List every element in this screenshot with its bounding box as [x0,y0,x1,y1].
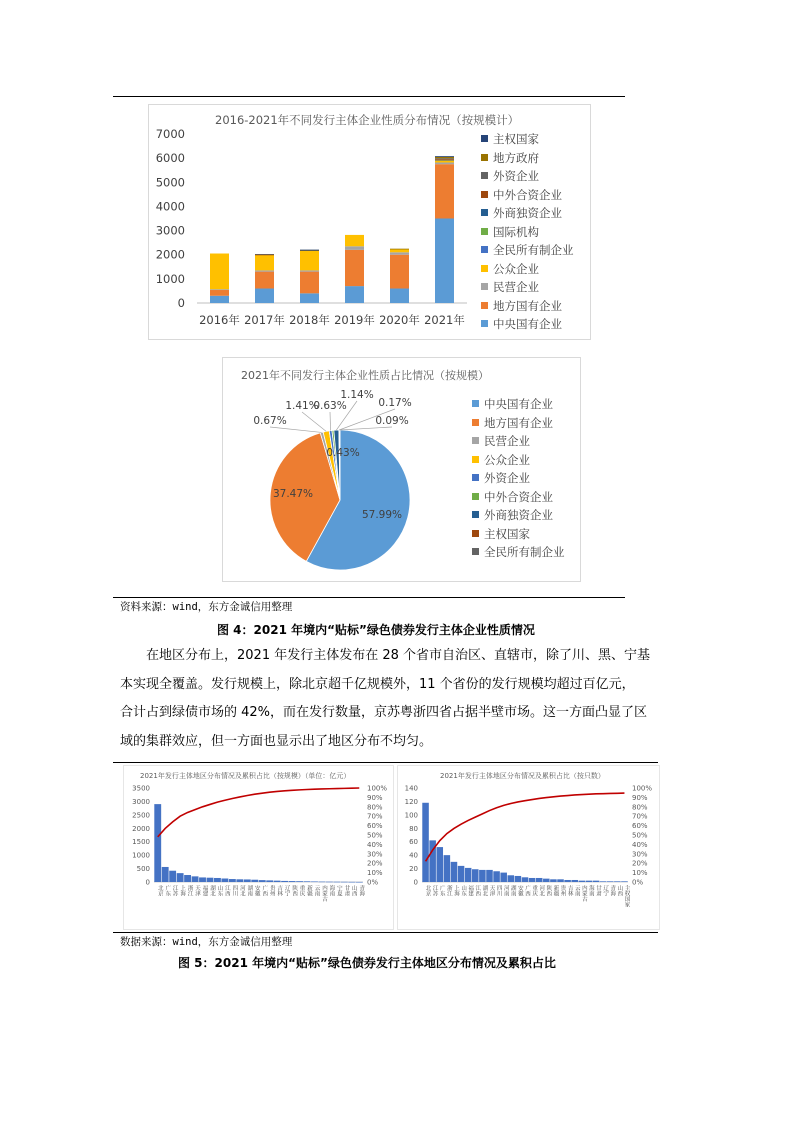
pareto-bar [465,868,472,882]
legend-label: 地方国有企业 [493,298,562,313]
pareto-bar [436,847,443,882]
y-tick-label: 0 [413,878,418,887]
pie-value-label: 0.09% [375,415,409,427]
y-tick-label: 140 [404,784,418,793]
pie-chart-legend [466,396,580,581]
bar-segment [390,289,409,303]
legend-label: 中外合资企业 [484,489,553,504]
legend-swatch [481,246,488,253]
x-tick-label: 内蒙古 [580,885,587,902]
legend-label: 中外合资企业 [493,187,562,202]
pareto-bar [593,881,600,882]
legend-label: 中央国有企业 [484,397,553,411]
y2-tick-label: 70% [632,812,648,821]
legend-item [472,396,553,412]
region-count-chart-title: 2021年发行主体地区分布情况及累积占比（按只数） [440,772,605,780]
y2-tick-label: 20% [367,859,383,868]
pie-value-label: 0.43% [326,447,360,459]
y-tick-label: 80 [409,824,418,833]
legend-label: 外商独资企业 [493,206,562,220]
legend-swatch [481,228,488,235]
y2-tick-label: 60% [367,822,383,831]
legend-label: 中央国有企业 [493,317,562,331]
stacked-bar-chart [149,105,479,339]
pareto-bar [458,866,465,882]
legend-swatch [472,530,479,537]
bar-segment [345,246,364,250]
y2-tick-label: 90% [632,793,648,802]
legend-item [472,452,530,468]
x-tick-label: 重庆 [531,885,538,896]
region-count-chart-panel [397,765,660,930]
pareto-bar [536,878,543,882]
x-tick-label: 2017年 [244,313,285,327]
legend-label: 全民所有制企业 [493,243,574,257]
figure5-top-rule [113,762,658,763]
pie-chart [223,358,463,581]
x-tick-label: 福建 [467,885,474,896]
pareto-bar [529,878,536,882]
y2-tick-label: 100% [632,784,653,793]
y-tick-label: 100 [404,811,418,820]
legend-swatch [481,283,488,290]
pareto-bar [472,869,479,882]
x-tick-label: 江西 [474,885,481,896]
bar-segment [255,272,274,289]
legend-item [472,526,530,542]
pareto-bar [296,881,303,882]
y2-tick-label: 50% [632,831,648,840]
x-tick-label: 辽宁 [602,885,609,896]
legend-item [472,415,553,431]
bar-segment [435,157,454,158]
x-tick-label: 山东 [216,885,223,896]
pareto-bar [162,867,169,882]
pareto-bar [550,879,557,882]
pareto-bar [486,870,493,882]
pareto-bar [274,881,281,882]
paragraph-line: 本实现全覆盖。发行规模上，除北京超千亿规模外，11 个省份的发行规模均超过百亿元， [120,676,635,692]
x-tick-label: 河北 [238,885,245,896]
legend-item [472,489,553,505]
pareto-bar [207,878,214,882]
bar-segment [210,289,229,290]
y2-tick-label: 80% [367,803,383,812]
legend-label: 地方政府 [493,150,539,165]
legend-swatch [472,437,479,444]
x-tick-label: 青海 [358,885,365,896]
pareto-bar [493,871,500,882]
pareto-bar [444,855,451,882]
legend-swatch [472,511,479,518]
x-tick-label: 湖北 [481,885,488,896]
legend-item [481,168,539,184]
x-tick-label: 宁夏 [335,885,342,896]
pareto-bar [586,881,593,882]
cumulative-line [426,793,625,861]
bar-segment [255,270,274,271]
legend-label: 民营企业 [493,280,539,294]
y-tick-label: 1500 [132,838,150,847]
x-tick-label: 广西 [261,885,268,896]
x-tick-label: 贵州 [268,885,275,896]
pie-value-label: 57.99% [361,509,403,521]
x-tick-label: 新疆 [552,885,559,896]
y2-tick-label: 40% [632,840,648,849]
pareto-bar [451,862,458,882]
legend-swatch [472,493,479,500]
figure5-source-note: 数据来源：wind，东方金诚信用整理 [120,936,293,948]
bar-segment [390,255,409,289]
pareto-bar [199,877,206,882]
legend-label: 民营企业 [484,434,530,448]
legend-label: 地方国有企业 [484,415,553,430]
x-tick-label: 陕西 [545,885,552,896]
legend-swatch [481,302,488,309]
pareto-bar [557,879,564,882]
figure4-source-note: 资料来源：wind，东方金诚信用整理 [120,601,293,613]
bar-segment [345,235,364,246]
pie-value-label: 0.63% [313,400,347,412]
stacked-bar-chart-panel [148,104,591,340]
cumulative-line [158,788,360,837]
y-tick-label: 4000 [155,199,185,214]
pareto-bar [621,881,628,882]
x-tick-label: 福建 [201,885,208,896]
pareto-bar [319,882,326,883]
paragraph-line: 域的集群效应，但一方面也显示出了地区分布不均匀。 [120,733,433,749]
x-tick-label: 四川 [495,885,502,896]
legend-label: 全民所有制企业 [484,545,565,559]
x-tick-label: 新疆 [306,885,313,896]
pareto-bar [221,879,228,882]
x-tick-label: 云南 [573,885,580,896]
y2-tick-label: 40% [367,840,383,849]
x-tick-label: 甘肃 [595,885,602,896]
legend-swatch [481,154,488,161]
y-tick-label: 0 [145,878,150,887]
pareto-bar [600,881,607,882]
pie-value-label: 0.67% [253,415,287,427]
legend-swatch [481,191,488,198]
x-tick-label: 上海 [179,885,186,896]
x-tick-label: 湖南 [246,885,253,896]
bar-segment [300,250,319,270]
bar-segment [345,286,364,303]
y-tick-label: 3000 [155,223,185,238]
x-tick-label: 2018年 [289,313,330,327]
y-tick-label: 2500 [132,811,150,820]
y-tick-label: 500 [136,865,150,874]
pareto-bar [326,882,333,883]
legend-label: 公众企业 [484,452,530,467]
x-tick-label: 云南 [313,885,320,896]
x-tick-label: 山东 [460,885,467,896]
pareto-bar [508,875,515,882]
x-tick-label: 陕西 [291,885,298,896]
region-count-pareto-chart [398,766,659,929]
x-tick-label: 广西 [524,885,530,896]
top-rule [113,96,625,97]
y2-tick-label: 10% [632,869,648,878]
pareto-bar [479,870,486,882]
legend-swatch [481,209,488,216]
pareto-bar [236,879,243,882]
y2-tick-label: 70% [367,812,383,821]
x-tick-label: 四川 [231,885,238,896]
pareto-bar [333,882,340,883]
pareto-bar [259,880,266,882]
pareto-bar [192,876,199,882]
bar-segment [390,249,409,252]
legend-label: 国际机构 [493,224,539,239]
bar-segment [435,159,454,160]
y-tick-label: 1000 [155,271,185,286]
legend-item [481,242,574,258]
bar-segment [390,252,409,254]
pareto-bar [564,880,571,882]
pareto-bar [543,879,550,882]
pareto-bar [281,881,288,882]
legend-swatch [472,548,479,555]
legend-swatch [481,172,488,179]
x-tick-label: 海南 [587,885,594,896]
legend-swatch [472,400,479,407]
x-tick-label: 2020年 [379,313,420,327]
x-tick-label: 贵州 [559,885,566,896]
y-tick-label: 20 [409,865,418,874]
x-tick-label: 江苏 [171,885,178,896]
bar-segment [210,254,229,290]
pareto-bar [500,873,507,882]
x-tick-label: 江苏 [431,885,438,896]
legend-label: 外资企业 [484,471,530,485]
y-tick-label: 120 [404,797,418,806]
x-tick-label: 湖北 [208,885,215,896]
pareto-bar [266,880,273,882]
y2-tick-label: 100% [367,784,388,793]
pie-value-label: 1.41% [285,400,319,412]
legend-item [472,544,565,560]
bar-segment [300,270,319,271]
bar-chart-title: 2016-2021年不同发行主体企业性质分布情况（按规模计） [215,113,520,127]
x-tick-label: 北京 [424,885,431,896]
legend-item [481,150,539,166]
x-tick-label: 湖南 [509,885,516,896]
y-tick-label: 2000 [155,247,185,262]
x-tick-label: 浙江 [186,885,193,896]
pareto-bar [304,881,311,882]
pie-leader-line [270,427,322,432]
x-tick-label: 吉林 [566,885,573,896]
x-tick-label: 安徽 [253,885,260,896]
legend-label: 外商独资企业 [484,508,553,522]
x-tick-label: 青海 [609,885,616,896]
x-tick-label: 北京 [156,885,163,896]
bar-segment [435,162,454,164]
pareto-bar [341,882,348,883]
y-tick-label: 2000 [132,824,150,833]
y2-tick-label: 0% [367,878,379,887]
legend-item [472,433,530,449]
pareto-bar [614,881,621,882]
x-tick-label: 主权国家 [623,885,630,907]
legend-swatch [481,265,488,272]
pareto-bar [154,804,161,882]
y-tick-label: 3000 [132,797,150,806]
pie-chart-title: 2021年不同发行主体企业性质占比情况（按规模） [241,369,489,382]
x-tick-label: 山西 [350,885,357,896]
x-tick-label: 山西 [616,885,623,896]
pie-value-label: 0.17% [378,397,412,409]
y-tick-label: 5000 [155,175,185,190]
x-tick-label: 2019年 [334,313,375,327]
bar-chart-legend [479,131,589,336]
bar-segment [435,219,454,304]
pareto-bar [522,877,529,882]
x-tick-label: 吉林 [276,885,283,896]
pie-leader-line [340,427,392,430]
x-tick-label: 浙江 [445,885,452,896]
legend-item [472,470,530,486]
legend-swatch [472,419,479,426]
paragraph-line: 在地区分布上，2021 年发行主体发布在 28 个省市自治区、直辖市，除了川、黑、宁基 [146,648,651,663]
figure4-bottom-rule [113,597,625,598]
x-tick-label: 辽宁 [283,885,290,896]
y2-tick-label: 20% [632,859,648,868]
legend-label: 主权国家 [493,132,539,146]
x-tick-label: 2021年 [424,313,465,327]
x-tick-label: 重庆 [298,885,305,896]
pie-value-label: 37.47% [272,488,314,500]
x-tick-label: 天津 [488,885,495,896]
x-tick-label: 广东 [438,885,445,896]
pareto-bar [311,881,318,882]
bar-segment [300,250,319,251]
bar-segment [210,290,229,296]
x-tick-label: 甘肃 [343,885,350,896]
legend-swatch [472,456,479,463]
pie-chart-panel [222,357,581,582]
legend-label: 主权国家 [484,526,530,541]
y2-tick-label: 50% [367,831,383,840]
region-amount-chart-title: 2021年发行主体地区分布情况及累积占比（按规模）（单位：亿元） [140,772,351,780]
y2-tick-label: 0% [632,878,644,887]
pareto-bar [169,871,176,882]
y2-tick-label: 10% [367,869,383,878]
pareto-bar [251,880,258,882]
pareto-bar [289,881,296,882]
x-tick-label: 河北 [538,885,545,896]
x-tick-label: 天津 [194,885,201,896]
y-tick-label: 3500 [132,784,150,793]
x-tick-label: 上海 [452,885,459,896]
bar-segment [255,255,274,271]
y-tick-label: 60 [409,838,418,847]
y2-tick-label: 30% [632,850,648,859]
y-tick-label: 6000 [155,151,185,166]
y-tick-label: 7000 [155,127,185,141]
bar-segment [255,289,274,303]
legend-label: 外资企业 [493,169,539,183]
region-amount-pareto-chart [124,766,393,929]
y-tick-label: 0 [177,296,185,310]
legend-item [481,279,539,295]
legend-item [481,298,562,314]
pareto-bar [579,881,586,882]
legend-label: 公众企业 [493,261,539,276]
x-tick-label: 河南 [502,885,509,896]
legend-item [481,316,562,332]
bar-segment [255,254,274,255]
pareto-bar [422,803,429,882]
y2-tick-label: 80% [632,803,648,812]
figure4-caption: 图 4：2021 年境内“贴标”绿色债券发行主体企业性质情况 [217,623,535,637]
legend-item [472,507,553,523]
region-amount-chart-panel [123,765,394,930]
pie-value-label: 1.14% [340,389,374,401]
pareto-bar [356,882,363,883]
pie-leader-line [302,412,326,431]
pareto-bar [177,873,184,882]
bar-segment [300,272,319,294]
x-tick-label: 江西 [223,885,230,896]
pareto-bar [607,881,614,882]
y2-tick-label: 30% [367,850,383,859]
legend-item [481,261,539,277]
figure5-bottom-rule [113,932,658,933]
bar-segment [435,156,454,157]
bar-segment [435,158,454,159]
pareto-bar [571,880,578,882]
legend-swatch [481,135,488,142]
x-tick-label: 安徽 [516,885,523,896]
bar-segment [210,296,229,303]
x-tick-label: 海南 [328,885,335,896]
legend-swatch [472,474,479,481]
x-tick-label: 广东 [164,885,171,896]
legend-item [481,224,539,240]
bar-segment [300,293,319,303]
y-tick-label: 1000 [132,851,150,860]
pie-leader-line [330,412,331,431]
legend-item [481,131,539,147]
body-paragraph [120,642,675,756]
paragraph-line: 合计占到绿债市场的 42%，而在发行数量，京苏粤浙四省占据半壁市场。这一方面凸显了区 [120,705,648,720]
pareto-bar [214,878,221,882]
pareto-bar [515,876,522,882]
pareto-bar [348,882,355,883]
legend-item [481,205,562,221]
x-tick-label: 2016年 [199,313,240,327]
bar-segment [345,250,364,286]
pareto-bar [244,879,251,882]
y2-tick-label: 90% [367,793,383,802]
pareto-bar [184,875,191,882]
x-tick-label: 内蒙古 [320,885,327,902]
legend-swatch [481,320,488,327]
bar-segment [435,164,454,218]
legend-item [481,187,562,203]
y-tick-label: 40 [409,851,418,860]
y2-tick-label: 60% [632,822,648,831]
figure5-caption: 图 5：2021 年境内“贴标”绿色债券发行主体地区分布情况及累积占比 [178,956,556,970]
pareto-bar [229,879,236,882]
bar-segment [390,249,409,250]
